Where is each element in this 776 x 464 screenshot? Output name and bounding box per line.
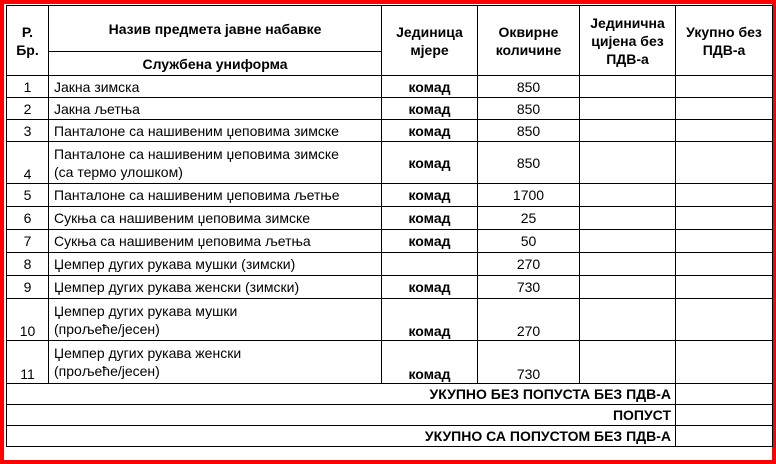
item-unit: комад — [382, 299, 478, 341]
row-number: 7 — [7, 230, 49, 253]
header-unit-price: Јединична цијена без ПДВ-а — [580, 6, 676, 76]
item-name: Џемпер дугих рукава женски (зимски) — [49, 276, 382, 299]
unit-price-cell — [580, 207, 676, 230]
table-row — [7, 142, 773, 184]
unit-price-cell — [580, 276, 676, 299]
item-name: Џемпер дугих рукава мушки (зимски) — [49, 253, 382, 276]
table-row — [7, 230, 773, 253]
header-row — [7, 6, 773, 52]
total-cell — [676, 76, 773, 98]
item-name: Јакна љетња — [49, 98, 382, 120]
row-number: 4 — [7, 142, 49, 184]
total-cell — [676, 207, 773, 230]
table-row — [7, 184, 773, 207]
table-row — [7, 207, 773, 230]
summary-value-cell — [676, 384, 773, 405]
item-qty: 50 — [478, 230, 580, 253]
table-row — [7, 120, 773, 142]
table-row — [7, 341, 773, 384]
table-row — [7, 253, 773, 276]
procurement-table — [6, 5, 773, 447]
row-number: 3 — [7, 120, 49, 142]
header-name: Назив предмета јавне набавке — [49, 6, 382, 52]
header-unit: Јединица мјере — [382, 6, 478, 76]
item-qty: 730 — [478, 276, 580, 299]
item-name — [49, 299, 382, 341]
total-cell — [676, 184, 773, 207]
table-row — [7, 98, 773, 120]
unit-price-cell — [580, 120, 676, 142]
unit-price-cell — [580, 299, 676, 341]
total-cell — [676, 299, 773, 341]
table-row — [7, 76, 773, 98]
summary-row — [7, 405, 773, 426]
total-cell — [676, 142, 773, 184]
row-number: 6 — [7, 207, 49, 230]
unit-price-cell — [580, 184, 676, 207]
item-name-line2: (прољеће/јесен) — [54, 363, 160, 379]
unit-price-cell — [580, 230, 676, 253]
row-number: 5 — [7, 184, 49, 207]
summary-total-with-discount: УКУПНО СА ПОПУСТОМ БЕЗ ПДВ-А — [7, 426, 676, 447]
header-no: Р. Бр. — [7, 6, 49, 76]
item-name: Панталоне са нашивеним џеповима зимске — [49, 120, 382, 142]
item-qty: 25 — [478, 207, 580, 230]
item-name — [49, 341, 382, 384]
total-cell — [676, 253, 773, 276]
unit-price-cell — [580, 341, 676, 384]
summary-row — [7, 426, 773, 447]
item-qty: 850 — [478, 98, 580, 120]
row-number: 10 — [7, 299, 49, 341]
total-cell — [676, 341, 773, 384]
summary-row — [7, 384, 773, 405]
item-unit — [382, 253, 478, 276]
total-cell — [676, 120, 773, 142]
unit-price-cell — [580, 142, 676, 184]
row-number: 11 — [7, 341, 49, 384]
item-qty: 1700 — [478, 184, 580, 207]
table-row — [7, 276, 773, 299]
item-unit: комад — [382, 276, 478, 299]
item-name — [49, 142, 382, 184]
item-qty: 850 — [478, 120, 580, 142]
item-unit: комад — [382, 341, 478, 384]
table-row — [7, 299, 773, 341]
item-qty: 730 — [478, 341, 580, 384]
item-name-line2: (прољеће/јесен) — [54, 320, 160, 337]
row-number: 2 — [7, 98, 49, 120]
item-unit: комад — [382, 230, 478, 253]
item-name-line1: Панталоне са нашивеним џеповима зимске — [54, 145, 339, 162]
item-unit: комад — [382, 184, 478, 207]
item-name: Панталоне са нашивеним џеповима љетње — [49, 184, 382, 207]
item-qty: 850 — [478, 76, 580, 98]
summary-value-cell — [676, 426, 773, 447]
subheader-uniform: Службена униформа — [49, 52, 382, 76]
unit-price-cell — [580, 98, 676, 120]
item-qty: 270 — [478, 253, 580, 276]
header-qty: Оквирне количине — [478, 6, 580, 76]
unit-price-cell — [580, 76, 676, 98]
total-cell — [676, 276, 773, 299]
item-unit: комад — [382, 98, 478, 120]
row-number: 1 — [7, 76, 49, 98]
item-unit: комад — [382, 142, 478, 184]
item-name-line1: Џемпер дугих рукава мушки — [54, 302, 238, 319]
item-unit: комад — [382, 76, 478, 98]
item-qty: 270 — [478, 299, 580, 341]
total-cell — [676, 98, 773, 120]
unit-price-cell — [580, 253, 676, 276]
header-total: Укупно без ПДВ-а — [676, 6, 773, 76]
row-number: 8 — [7, 253, 49, 276]
item-name: Јакна зимска — [49, 76, 382, 98]
item-name-line1: Џемпер дугих рукава женски — [54, 345, 242, 361]
item-name: Сукња са нашивеним џеповима љетња — [49, 230, 382, 253]
summary-value-cell — [676, 405, 773, 426]
summary-discount: ПОПУСТ — [7, 405, 676, 426]
item-qty: 850 — [478, 142, 580, 184]
row-number: 9 — [7, 276, 49, 299]
summary-total-no-discount: УКУПНО БЕЗ ПОПУСТА БЕЗ ПДВ-А — [7, 384, 676, 405]
item-unit: комад — [382, 207, 478, 230]
total-cell — [676, 230, 773, 253]
item-name-line2: (са термо улошком) — [54, 163, 183, 180]
item-name: Сукња са нашивеним џеповима зимске — [49, 207, 382, 230]
item-unit: комад — [382, 120, 478, 142]
